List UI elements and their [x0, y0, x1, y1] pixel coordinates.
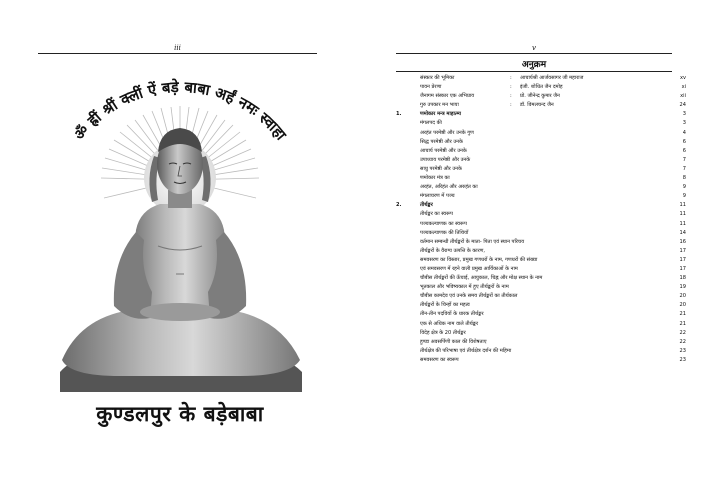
- toc-entry-separator: :: [510, 84, 512, 91]
- toc-heading-rule: [396, 71, 672, 72]
- toc-entry-page: xii: [680, 93, 686, 100]
- toc-entry-title: हुण्डा अवसर्पिणी काल की विशेषताए: [420, 338, 487, 345]
- toc-entry-title: तीर्थङ्कर का स्वरूप: [420, 211, 453, 218]
- toc-entry-title: जैनागम संस्कार एक अभिप्राय: [420, 93, 475, 100]
- right-page-number: v: [532, 44, 536, 52]
- toc-entry-page: 6: [682, 147, 686, 154]
- toc-row: [396, 329, 686, 338]
- toc-entry-page: 11: [679, 202, 686, 209]
- toc-entry-page: 16: [679, 238, 686, 245]
- toc-entry-author: इंजी. शोधित जैन दमोह: [520, 84, 563, 91]
- toc-entry-title: सिद्ध परमेष्ठी और उनके: [420, 138, 463, 145]
- toc-entry-separator: :: [510, 102, 512, 109]
- bade-baba-illustration: [40, 60, 320, 400]
- toc-entry-title: साधु परमेष्ठी और उनके: [420, 165, 462, 172]
- toc-row: [396, 92, 686, 101]
- toc-entry-title: मंगलपद की: [420, 120, 442, 127]
- toc-chapter-row: [396, 110, 686, 119]
- toc-entry-title: पावन प्रेरणा: [420, 84, 442, 91]
- toc-row: [396, 220, 686, 229]
- toc-entry-title: चौबीस तीर्थङ्करों की ऊँचाई, आयुकाल, चिह्न और मोक्ष स्थान के नाम: [420, 275, 543, 282]
- toc-row: [396, 174, 686, 183]
- toc-entry-title: समवसरण का विस्तार, प्रमुख गणधरों के नाम, गणधरों की संख्या: [420, 256, 538, 263]
- toc-entry-page: xv: [679, 75, 686, 81]
- toc-row: [396, 247, 686, 256]
- toc-entry-separator: :: [510, 93, 512, 100]
- toc-entry-title: तीर्थक्षेत्र की परिभाषा एवं तीर्थक्षेत्र दर्शन की महिमा: [420, 347, 512, 354]
- toc-entry-title: मंगलाचरण में पञ्च: [420, 193, 455, 200]
- toc-entry-title: अरहंत परमेष्ठी और उनके गुण: [420, 129, 474, 136]
- toc-entry-author: आचार्यश्री आर्जवसागर जी महाराज: [520, 75, 584, 81]
- toc-entry-page: 21: [679, 311, 686, 318]
- toc-entry-title: तीर्थङ्कर: [420, 202, 433, 209]
- toc-row: [396, 101, 686, 110]
- toc-row: [396, 138, 686, 147]
- toc-row: [396, 310, 686, 319]
- toc-entry-number: 1.: [396, 111, 402, 118]
- toc-entry-page: 23: [679, 347, 686, 354]
- toc-entry-title: तीर्थङ्करों के वैराग्य उत्पत्ति के कारण,: [420, 247, 486, 254]
- toc-entry-title: णमोकार मंत्र का: [420, 175, 450, 182]
- toc-row: [396, 256, 686, 265]
- table-of-contents: [396, 74, 686, 365]
- toc-entry-page: 23: [679, 356, 686, 363]
- toc-entry-page: 17: [679, 265, 686, 272]
- toc-entry-title: विदेह क्षेत्र के 20 तीर्थङ्कर: [420, 329, 466, 336]
- toc-entry-title: चौबीस कामदेव एवं उनके समय तीर्थङ्करों का तीर्थकाल: [420, 293, 518, 300]
- toc-entry-page: 22: [679, 329, 686, 336]
- toc-entry-page: 18: [679, 275, 686, 282]
- toc-row: [396, 347, 686, 356]
- toc-row: [396, 192, 686, 201]
- toc-row: [396, 156, 686, 165]
- toc-entry-title: वर्तमान सम्बन्धी तीर्थङ्करों के माता- पिता एवं स्थान परिचय: [420, 238, 525, 245]
- toc-entry-number: 2.: [396, 202, 402, 209]
- toc-row: [396, 283, 686, 292]
- toc-chapter-row: [396, 201, 686, 210]
- toc-entry-author: प्रो. जीनेन्द्र कुमार जैन: [520, 93, 560, 100]
- toc-entry-title: तीर्थङ्करों के चिन्हों का महत्व: [420, 302, 470, 309]
- toc-row: [396, 338, 686, 347]
- toc-entry-page: 11: [679, 220, 686, 227]
- toc-entry-page: 9: [682, 193, 686, 200]
- toc-entry-title: भूतकाल और भविष्यकाल में हुए तीर्थङ्करों के नाम: [420, 284, 509, 291]
- toc-entry-page: 17: [679, 256, 686, 263]
- toc-entry-page: 20: [679, 293, 686, 300]
- toc-entry-title: उपाध्याय परमेष्ठी और उनके: [420, 156, 471, 163]
- toc-entry-page: 8: [682, 175, 686, 182]
- toc-entry-page: 7: [682, 156, 686, 163]
- toc-entry-author: डॉ. विमलचन्द जैन: [520, 102, 554, 109]
- toc-entry-page: 3: [682, 120, 686, 127]
- toc-entry-page: 9: [682, 184, 686, 191]
- toc-row: [396, 265, 686, 274]
- left-header-rule: [38, 53, 317, 54]
- toc-row: [396, 238, 686, 247]
- book-title: कुण्डलपुर के बड़ेबाबा: [96, 402, 264, 426]
- toc-row: [396, 183, 686, 192]
- toc-row: [396, 119, 686, 128]
- toc-entry-title: संस्कार की भूमिका: [420, 75, 455, 81]
- seated-statue: [60, 128, 302, 392]
- toc-row: [396, 129, 686, 138]
- toc-row: [396, 301, 686, 310]
- toc-entry-title: णमोकार मन्त्र माहात्म्य: [420, 111, 461, 118]
- toc-row: [396, 356, 686, 365]
- toc-row: [396, 83, 686, 92]
- toc-row: [396, 274, 686, 283]
- toc-entry-title: पञ्चकल्याणक का स्वरूप: [420, 220, 467, 227]
- toc-entry-page: 17: [679, 247, 686, 254]
- toc-entry-title: समवसरण का स्वरूप: [420, 356, 459, 363]
- right-header-rule: [396, 53, 672, 54]
- toc-heading: अनुक्रम: [521, 60, 547, 70]
- toc-entry-page: 22: [679, 338, 686, 345]
- toc-entry-title: तीन-तीन पदवियों के धारक तीर्थङ्कर: [420, 311, 484, 318]
- toc-entry-title: गुरु उपकार मन भाया: [420, 102, 459, 109]
- toc-entry-page: 14: [679, 229, 686, 236]
- toc-row: [396, 229, 686, 238]
- toc-entry-separator: :: [510, 75, 512, 81]
- toc-entry-page: 6: [682, 138, 686, 145]
- toc-entry-title: एक से अधिक नाम वाले तीर्थङ्कर: [420, 320, 479, 327]
- toc-entry-page: 21: [679, 320, 686, 327]
- toc-row: [396, 320, 686, 329]
- toc-entry-page: 11: [679, 211, 686, 218]
- mantra-text: ॐ ह्रीं श्रीं क्लीं ऐं बड़े बाबा अर्हं नमः स्वाहा: [70, 77, 290, 144]
- toc-row: [396, 74, 686, 83]
- toc-entry-page: 20: [679, 302, 686, 309]
- toc-entry-page: 3: [682, 111, 686, 118]
- toc-row: [396, 165, 686, 174]
- toc-entry-page: xi: [681, 84, 686, 91]
- toc-row: [396, 210, 686, 219]
- left-page-number: iii: [174, 44, 181, 52]
- right-page: [356, 0, 712, 480]
- toc-entry-page: 7: [682, 165, 686, 172]
- toc-row: [396, 292, 686, 301]
- toc-row: [396, 147, 686, 156]
- toc-entry-title: अरहंत, अरिहंत और अरुहंत का: [420, 184, 478, 191]
- toc-entry-title: आचार्य परमेष्ठी और उनके: [420, 147, 467, 154]
- toc-entry-page: 24: [679, 102, 686, 109]
- toc-entry-page: 19: [679, 284, 686, 291]
- toc-entry-page: 4: [682, 129, 686, 136]
- toc-entry-title: पञ्चकल्याणक की तिथियाँ: [420, 229, 469, 236]
- toc-entry-title: एवं समवसरण में रहने वाली प्रमुख आर्यिकाओं के नाम: [420, 265, 518, 272]
